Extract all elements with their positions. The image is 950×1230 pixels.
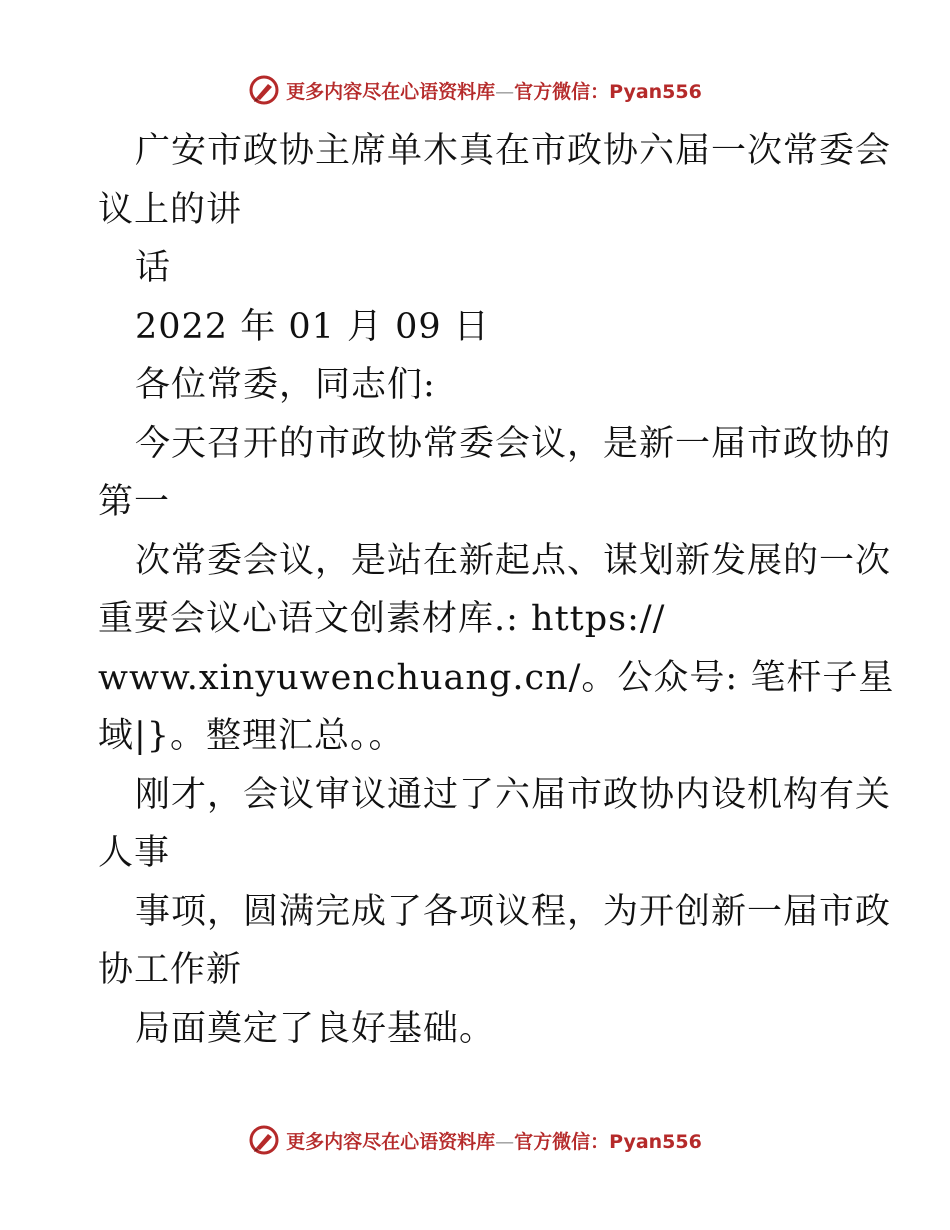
- text-line: 议上的讲: [98, 189, 243, 230]
- text-line: 广安市政协主席单木真在市政协六届一次常委会: [135, 131, 892, 171]
- text-line: 协工作新: [98, 950, 243, 990]
- text-line: 今天召开的市政协常委会议，是新一届市政协的: [135, 423, 892, 464]
- watermark-text: 更多内容尽在心语资料库—官方微信：Pyan556: [286, 1130, 702, 1153]
- date-line: 2022 年 01 月 09 日: [135, 306, 490, 347]
- text-line: 重要会议心语文创素材库.: https://: [98, 599, 666, 639]
- watermark-text: 更多内容尽在心语资料库—官方微信：Pyan556: [286, 80, 702, 103]
- pen-logo-icon: [248, 1124, 280, 1156]
- text-line: 域|}。整理汇总。。: [98, 716, 405, 756]
- text-line: 刚才，会议审议通过了六届市政协内设机构有关: [135, 774, 892, 815]
- text-line: 局面奠定了良好基础。: [135, 1008, 496, 1049]
- document-body: [98, 122, 895, 1058]
- text-line: 话: [135, 248, 172, 288]
- text-line: www.xinyuwenchuang.cn/。公众号: 笔杆子星: [98, 657, 895, 698]
- header-watermark: [0, 70, 950, 110]
- text-line: 第一: [98, 482, 171, 522]
- text-line: 事项，圆满完成了各项议程，为开创新一届市政: [135, 891, 892, 932]
- pen-logo-icon: [248, 74, 280, 106]
- text-line: 人事: [98, 833, 171, 873]
- salutation-line: 各位常委，同志们:: [135, 365, 436, 405]
- footer-watermark: [0, 1120, 950, 1160]
- text-line: 次常委会议，是站在新起点、谋划新发展的一次: [135, 540, 892, 581]
